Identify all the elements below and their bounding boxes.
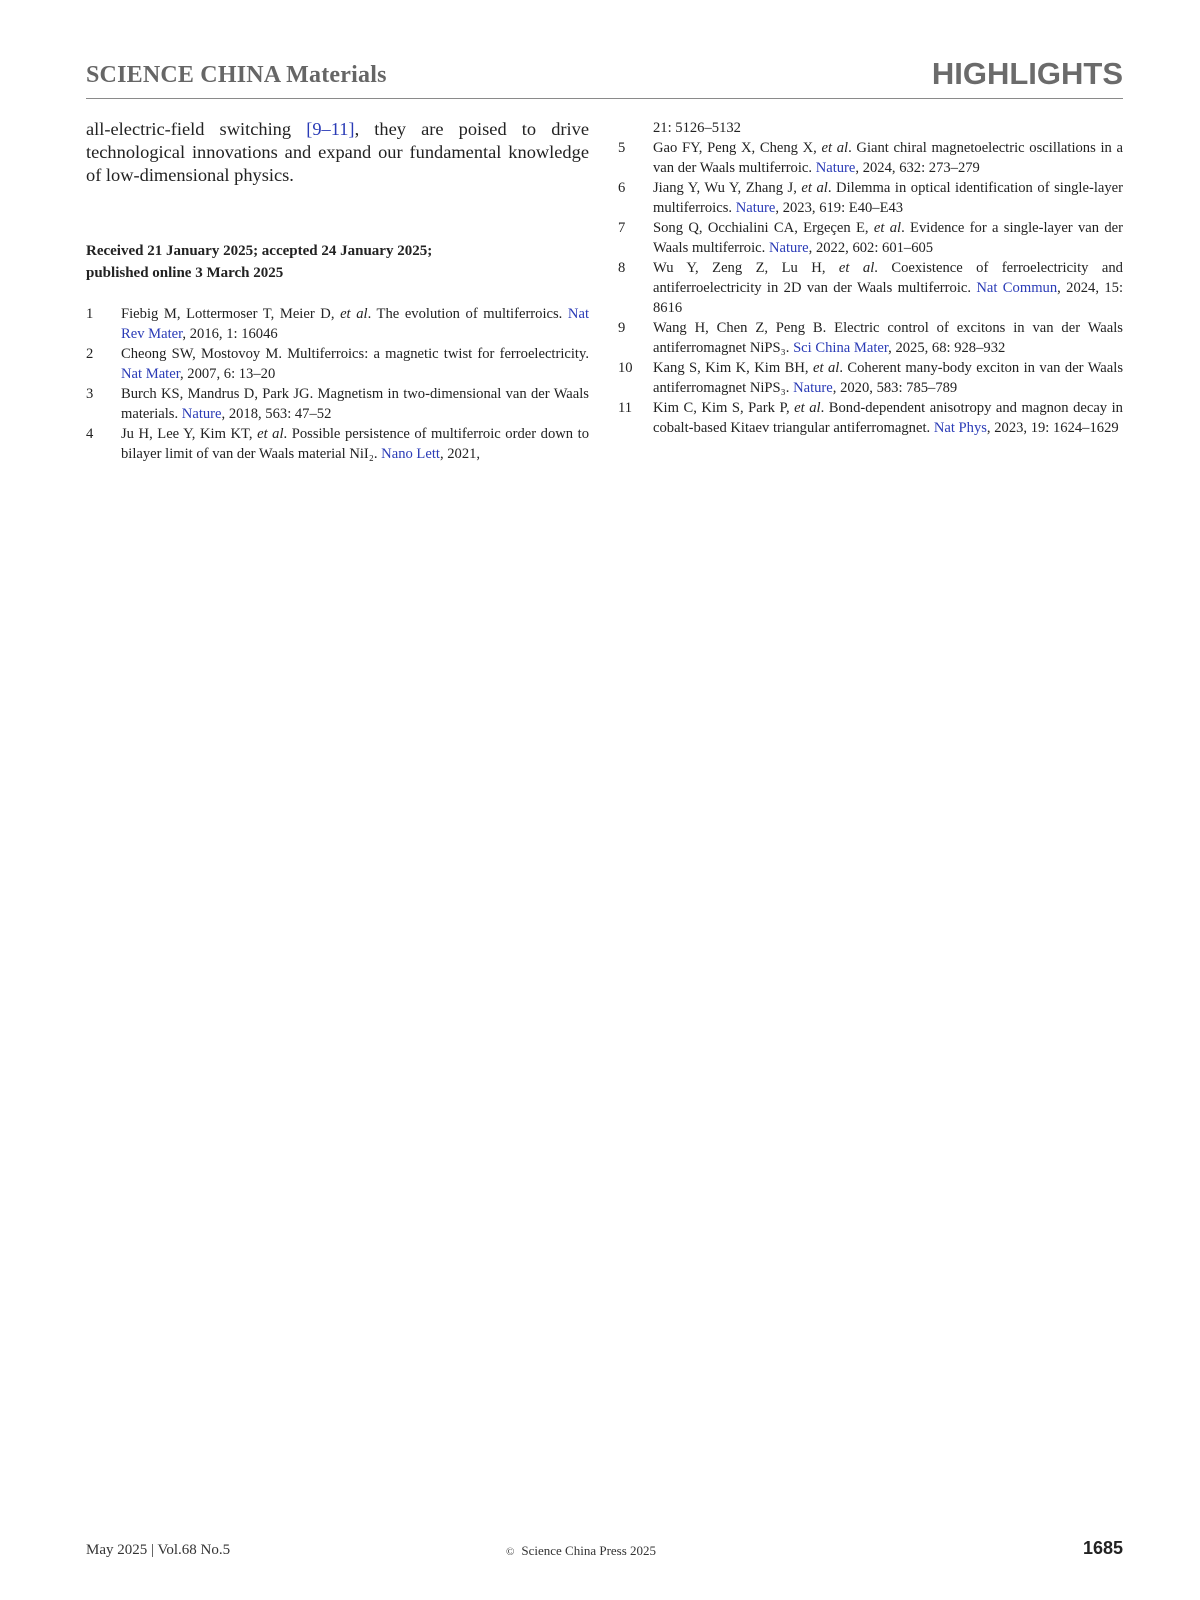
reference-etal: et al (873, 220, 902, 236)
copyright (506, 1543, 656, 1559)
reference-item (618, 358, 1123, 398)
page-header (86, 56, 1123, 99)
reference-item (618, 218, 1123, 258)
reference-text (653, 360, 1123, 396)
reference-text (653, 220, 1123, 256)
received-dates (86, 240, 589, 284)
reference-details: , 2025, 68: 928–932 (888, 340, 1006, 356)
reference-item (618, 178, 1123, 218)
reference-etal: et al (794, 400, 821, 416)
body-paragraph (86, 118, 589, 187)
journal-name: SCIENCE CHINA Materials (86, 62, 387, 88)
reference-number: 5 (618, 140, 626, 156)
reference-authors: Burch KS, Mandrus D, Park JG. Magnetism in two-dimensional van der Waals materials. (121, 386, 589, 422)
reference-etal: et al (801, 180, 828, 196)
reference-etal: et al (340, 306, 368, 322)
published-line: published online 3 March 2025 (86, 265, 284, 281)
reference-number: 10 (618, 360, 633, 376)
reference-authors: Kim C, Kim S, Park P, (653, 400, 795, 416)
reference-details: , 2020, 583: 785–789 (832, 380, 958, 396)
body-text-rest: , they are poised to drive technological innovations and expand our fundamental knowledge of low-dimensional physics. (86, 119, 589, 185)
reference-title: . Bond-dependent anisotropy and magnon decay in cobalt-based Kitaev triangular antiferromagnet. (653, 400, 1123, 436)
reference-journal-link[interactable]: Nat Phys (933, 420, 987, 436)
reference-item (86, 424, 589, 464)
reference-authors: Ju H, Lee Y, Kim KT, (121, 426, 258, 442)
reference-journal-link[interactable]: Sci China Mater (793, 340, 889, 356)
reference-item (618, 398, 1123, 438)
reference-authors: Kang S, Kim K, Kim BH, (653, 360, 813, 376)
reference-details: , 2016, 1: 16046 (182, 326, 278, 342)
reference-list-left (86, 304, 589, 464)
reference-title: . Evidence for a single-layer van der Waals multiferroic. (653, 220, 1123, 256)
reference-item (86, 304, 589, 344)
reference-authors: Wang H, Chen Z, Peng B. Electric control of excitons in van der Waals antiferromagnet NiPS₃. (653, 320, 1123, 356)
reference-title: . Coherent many-body exciton in van der Waals antiferromagnet NiPS₃. (653, 360, 1123, 396)
reference-item (618, 318, 1123, 358)
reference-number: 7 (618, 220, 626, 236)
reference-journal-link[interactable]: Nature (793, 380, 833, 396)
reference-text (121, 346, 589, 382)
reference-continuation: 21: 5126–5132 (653, 120, 741, 136)
reference-list-right (618, 138, 1123, 438)
reference-number: 6 (618, 180, 626, 196)
reference-etal: et al (257, 426, 284, 442)
reference-journal-link[interactable]: Nat Mater (121, 366, 180, 382)
reference-title: . The evolution of multiferroics. (367, 306, 568, 322)
reference-text (653, 180, 1123, 216)
reference-journal-link[interactable]: Nat Commun (976, 280, 1058, 296)
citation-link[interactable]: [9–11] (306, 119, 355, 139)
reference-number: 11 (618, 400, 633, 416)
reference-text (121, 386, 589, 422)
reference-number: 4 (86, 426, 94, 442)
reference-number: 1 (86, 306, 94, 322)
reference-item (86, 344, 589, 384)
copyright-icon: © (506, 1546, 515, 1558)
reference-journal-link[interactable]: Nature (768, 240, 809, 256)
reference-number: 9 (618, 320, 626, 336)
reference-authors: Fiebig M, Lottermoser T, Meier D, (121, 306, 341, 322)
page-footer (86, 1540, 1123, 1564)
reference-journal-link[interactable]: Nature (815, 160, 856, 176)
copyright-text: Science China Press 2025 (521, 1543, 657, 1558)
reference-details: , 2018, 563: 47–52 (221, 406, 332, 422)
reference-number: 8 (618, 260, 626, 276)
reference-text (653, 400, 1123, 436)
reference-details: , 2024, 632: 273–279 (855, 160, 980, 176)
reference-etal: et al (838, 260, 875, 276)
reference-details: , 2022, 602: 601–605 (808, 240, 934, 256)
reference-details: , 2023, 19: 1624–1629 (986, 420, 1119, 436)
reference-details: , 2023, 619: E40–E43 (775, 200, 904, 216)
right-column (618, 118, 1123, 438)
reference-item (618, 138, 1123, 178)
received-line: Received 21 January 2025; accepted 24 January 2025; (86, 243, 433, 259)
reference-authors: Cheong SW, Mostovoy M. Multiferroics: a magnetic twist for ferroelectricity. (121, 346, 589, 362)
reference-journal-link[interactable]: Nat Rev Mater (121, 306, 589, 342)
reference-title: . Possible persistence of multiferroic order down to bilayer limit of van der Waals material NiI₂. (121, 426, 589, 462)
reference-item (86, 384, 589, 424)
body-text-start: all-electric-field switching (86, 119, 307, 139)
reference-journal-link[interactable]: Nature (181, 406, 222, 422)
reference-journal-link[interactable]: Nano Lett (381, 446, 440, 462)
reference-title: . Dilemma in optical identification of single-layer multiferroics. (653, 180, 1123, 216)
reference-details: , 2024, 15: 8616 (653, 280, 1123, 316)
section-label: HIGHLIGHTS (931, 56, 1123, 91)
reference-number: 2 (86, 346, 94, 362)
reference-title: . Coexistence of ferroelectricity and antiferroelectricity in 2D van der Waals multiferroic. (653, 260, 1123, 296)
reference-text (121, 306, 589, 342)
reference-journal-link[interactable]: Nature (735, 200, 776, 216)
reference-authors: Gao FY, Peng X, Cheng X, (653, 140, 822, 156)
reference-authors: Song Q, Occhialini CA, Ergeçen E, (653, 220, 874, 236)
reference-item (618, 258, 1123, 318)
reference-etal: et al (821, 140, 849, 156)
reference-details: , 2007, 6: 13–20 (179, 366, 276, 382)
reference-title: . Giant chiral magnetoelectric oscillations in a van der Waals multiferroic. (653, 140, 1123, 176)
page-number: 1685 (1082, 1538, 1123, 1558)
issue-info: May 2025 | Vol.68 No.5 (86, 1542, 231, 1558)
left-column (86, 118, 589, 464)
reference-details: , 2021, (439, 446, 481, 462)
reference-text (121, 426, 589, 462)
reference-etal: et al (812, 360, 840, 376)
reference-authors: Wu Y, Zeng Z, Lu H, (653, 260, 839, 276)
reference-text (653, 260, 1123, 316)
reference-authors: Jiang Y, Wu Y, Zhang J, (653, 180, 802, 196)
reference-text (653, 140, 1123, 176)
reference-number: 3 (86, 386, 94, 402)
reference-text (653, 320, 1123, 356)
